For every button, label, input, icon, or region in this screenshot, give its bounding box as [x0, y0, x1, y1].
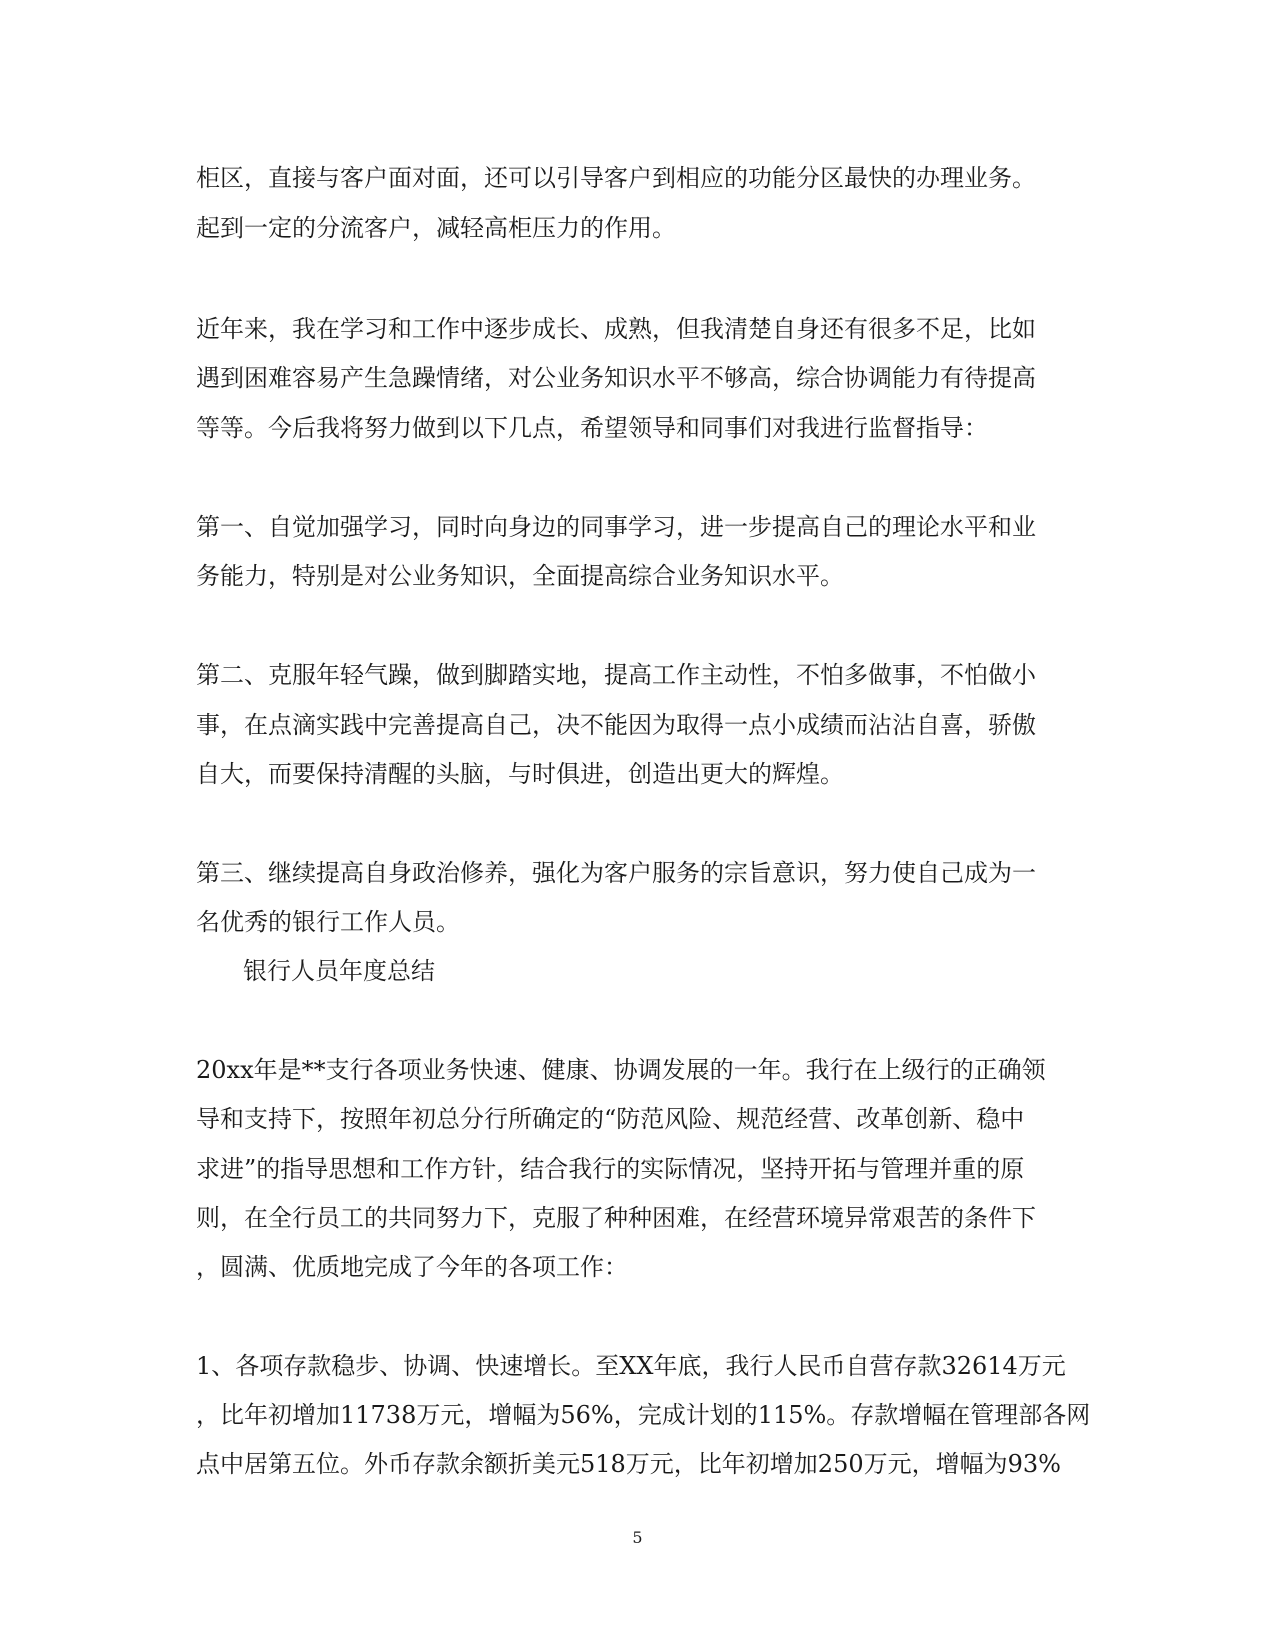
paragraph-line: 20xx年是**支行各项业务快速、健康、协调发展的一年。我行在上级行的正确领: [196, 1056, 1046, 1084]
page-number: 5: [632, 1528, 643, 1547]
paragraph-line: 等等。今后我将努力做到以下几点，希望领导和同事们对我进行监督指导：: [196, 414, 988, 442]
section-title: 银行人员年度总结: [243, 957, 435, 985]
paragraph-line: ，圆满、优质地完成了今年的各项工作：: [196, 1253, 628, 1281]
paragraph-line: 自大，而要保持清醒的头脑，与时俱进，创造出更大的辉煌。: [196, 760, 844, 788]
paragraph-line: 名优秀的银行工作人员。: [196, 908, 460, 936]
paragraph-line: 近年来，我在学习和工作中逐步成长、成熟，但我清楚自身还有很多不足，比如: [196, 315, 1036, 343]
paragraph-line: 导和支持下，按照年初总分行所确定的“防范风险、规范经营、改革创新、稳中: [196, 1105, 1025, 1133]
paragraph-line: 第一、自觉加强学习，同时向身边的同事学习，进一步提高自己的理论水平和业: [196, 513, 1036, 541]
paragraph-line: 点中居第五位。外币存款余额折美元518万元，比年初增加250万元，增幅为93%: [196, 1450, 1061, 1478]
paragraph-line: 遇到困难容易产生急躁情绪，对公业务知识水平不够高，综合协调能力有待提高: [196, 364, 1036, 392]
paragraph-line: 求进”的指导思想和工作方针，结合我行的实际情况，坚持开拓与管理并重的原: [196, 1155, 1025, 1183]
paragraph-line: ，比年初增加11738万元，增幅为56%，完成计划的115%。存款增幅在管理部各网: [196, 1401, 1091, 1429]
paragraph-line: 事，在点滴实践中完善提高自己，决不能因为取得一点小成绩而沾沾自喜，骄傲: [196, 711, 1036, 739]
paragraph-line: 则，在全行员工的共同努力下，克服了种种困难，在经营环境异常艰苦的条件下: [196, 1204, 1036, 1232]
paragraph-line: 柜区，直接与客户面对面，还可以引导客户到相应的功能分区最快的办理业务。: [196, 164, 1036, 192]
paragraph-line: 第三、继续提高自身政治修养，强化为客户服务的宗旨意识，努力使自己成为一: [196, 859, 1036, 887]
paragraph-line: 1、各项存款稳步、协调、快速增长。至XX年底，我行人民币自营存款32614万元: [196, 1352, 1066, 1380]
paragraph-line: 务能力，特别是对公业务知识，全面提高综合业务知识水平。: [196, 562, 844, 590]
paragraph-line: 第二、克服年轻气躁，做到脚踏实地，提高工作主动性，不怕多做事，不怕做小: [196, 661, 1036, 689]
paragraph-line: 起到一定的分流客户，减轻高柜压力的作用。: [196, 214, 676, 242]
